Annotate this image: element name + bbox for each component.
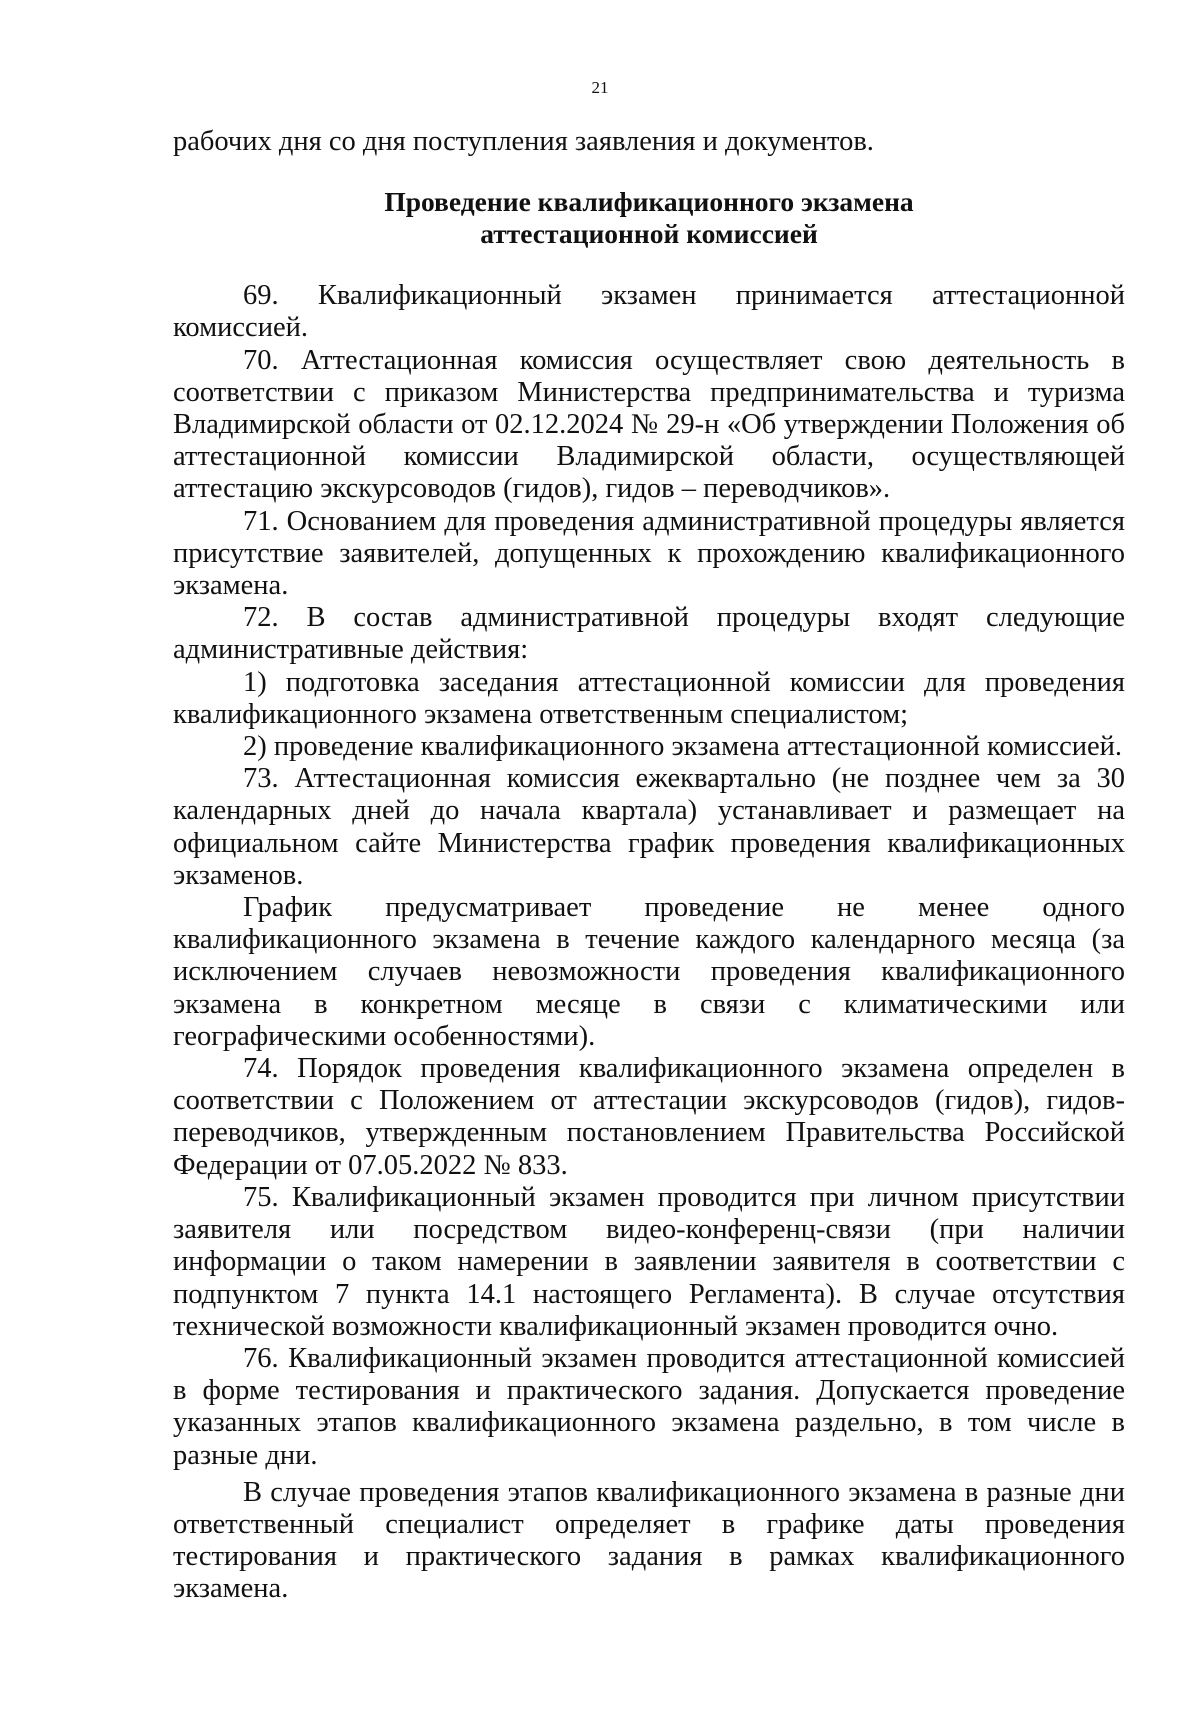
section-heading-line-1: Проведение квалификационного экзамена — [384, 186, 914, 218]
paragraph-74: 74. Порядок проведения квалификационного экзамена определен в соответствии с Положением от аттестации экскурсоводов (гидов), гидов-переводчиков, утвержденным постановлением Правительства Российской Федерации от 07.05.2022 № 833. — [173, 1053, 1125, 1181]
section-heading — [173, 186, 1125, 250]
page-number: 21 — [591, 78, 609, 97]
paragraph-75: 75. Квалификационный экзамен проводится при личном присутствии заявителя или посредством видео-конференц-связи (при наличии информации о таком намерении в заявлении заявителя в соответствии с подпунктом 7 пункта 14.1 настоящего Регламента). В случае отсутствия технической возможности квалификационный экзамен проводится очно. — [173, 1181, 1125, 1342]
section-heading-line-2: аттестационной комиссией — [480, 218, 818, 250]
paragraph-73-schedule: График предусматривает проведение не менее одного квалификационного экзамена в течение каждого календарного месяца (за исключением случаев невозможности проведения квалификационного экзамена в конкретном месяце в связи с климатическими или географическими особенностями). — [173, 892, 1125, 1052]
paragraph-69: 69. Квалификационный экзамен принимается аттестационной комиссией. — [173, 280, 1125, 344]
paragraph-71: 71. Основанием для проведения административной процедуры является присутствие заявителей, допущенных к прохождению квалификационного экзамена. — [173, 505, 1125, 602]
list-item-1: 1) подготовка заседания аттестационной комиссии для проведения квалификационного экзамена ответственным специалистом; — [173, 666, 1125, 730]
lead-paragraph: рабочих дня со дня поступления заявления и документов. — [173, 126, 874, 157]
paragraph-70: 70. Аттестационная комиссия осуществляет свою деятельность в соответствии с приказом Министерства предпринимательства и туризма Владимирской области от 02.12.2024 № 29-н «Об утверждении Положения об аттестационной комиссии Владимирской области, осуществляющей аттестацию экскурсоводов (гидов), гидов – переводчиков». — [173, 344, 1125, 505]
list-item-2: 2) проведение квалификационного экзамена аттестационной комиссией. — [243, 731, 1123, 763]
paragraph-73: 73. Аттестационная комиссия ежеквартально (не позднее чем за 30 календарных дней до начала квартала) устанавливает и размещает на официальном сайте Министерства график проведения квалификационных экзаменов. — [173, 763, 1125, 891]
document-body — [173, 126, 1125, 1606]
paragraph-76-separate-days: В случае проведения этапов квалификационного экзамена в разные дни ответственный специалист определяет в графике даты проведения тестирования и практического задания в рамках квалификационного экзамена. — [173, 1476, 1125, 1605]
paragraph-72: 72. В состав административной процедуры входят следующие административные действия: — [173, 602, 1125, 666]
paragraph-76: 76. Квалификационный экзамен проводится аттестационной комиссией в форме тестирования и практического задания. Допускается проведение указанных этапов квалификационного экзамена раздельно, в том числе в разные дни. — [173, 1342, 1125, 1471]
